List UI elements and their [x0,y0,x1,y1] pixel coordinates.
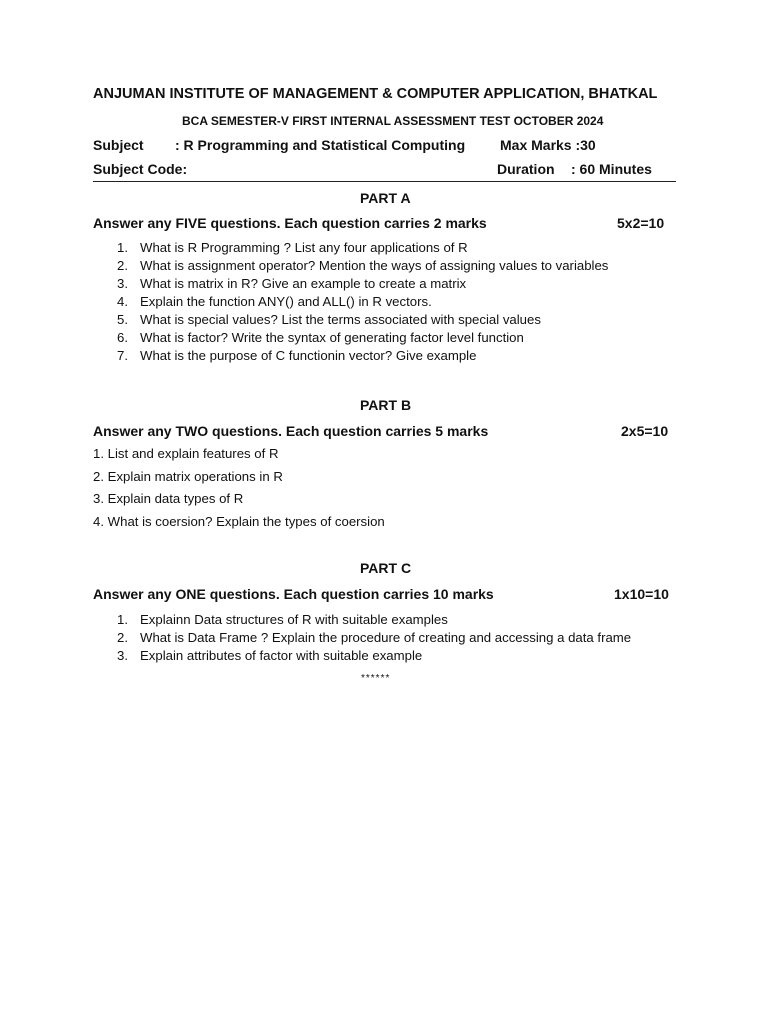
part-c-title: PART C [360,560,412,576]
part-a-q1-number: 1. [117,240,128,255]
part-a-marks: 5x2=10 [617,215,665,231]
part-c-q3-text: Explain attributes of factor with suitable example [140,648,423,663]
part-a-q2-text: What is assignment operator? Mention the ways of assigning values to variables [140,258,609,273]
subject-code-label: Subject Code: [93,161,188,177]
part-b-title: PART B [360,397,412,413]
part-a-q2-number: 2. [117,258,128,273]
part-b-q2: 2. Explain matrix operations in R [93,469,283,484]
part-a-q6-number: 6. [117,330,128,345]
part-a-q7-text: What is the purpose of C functionin vector? Give example [140,348,477,363]
part-a-q4-text: Explain the function ANY() and ALL() in R vectors. [140,294,432,309]
part-c-q1-text: Explainn Data structures of R with suitable examples [140,612,448,627]
part-a-q7-number: 7. [117,348,128,363]
part-a-q4-number: 4. [117,294,128,309]
part-a-q5-number: 5. [117,312,128,327]
part-a-q5-text: What is special values? List the terms associated with special values [140,312,541,327]
duration-value: : 60 Minutes [571,161,652,177]
end-marker: ****** [361,673,391,684]
part-b-q4: 4. What is coersion? Explain the types of coersion [93,514,385,529]
part-c-marks: 1x10=10 [614,586,669,602]
max-marks: Max Marks :30 [500,137,596,153]
part-c-instruction: Answer any ONE questions. Each question carries 10 marks [93,586,494,602]
part-b-q3: 3. Explain data types of R [93,491,244,506]
exam-title: BCA SEMESTER-V FIRST INTERNAL ASSESSMENT TEST OCTOBER 2024 [182,114,604,128]
part-b-q1: 1. List and explain features of R [93,446,279,461]
part-c-q2-text: What is Data Frame ? Explain the procedure of creating and accessing a data frame [140,630,632,645]
part-a-title: PART A [360,190,411,206]
institute-name: ANJUMAN INSTITUTE OF MANAGEMENT & COMPUTER APPLICATION, BHATKAL [93,86,658,102]
part-a-q6-text: What is factor? Write the syntax of generating factor level function [140,330,524,345]
duration-label: Duration [497,161,555,177]
part-a-q1-text: What is R Programming ? List any four applications of R [140,240,468,255]
part-b-marks: 2x5=10 [621,423,669,439]
part-a-instruction: Answer any FIVE questions. Each question carries 2 marks [93,215,487,231]
part-c-q3-number: 3. [117,648,128,663]
part-a-q3-text: What is matrix in R? Give an example to create a matrix [140,276,467,291]
header-divider [93,181,676,182]
part-c-q1-number: 1. [117,612,128,627]
part-a-q3-number: 3. [117,276,128,291]
subject-label: Subject [93,137,144,153]
subject-value: : R Programming and Statistical Computing [175,137,466,153]
part-b-instruction: Answer any TWO questions. Each question carries 5 marks [93,423,489,439]
part-c-q2-number: 2. [117,630,128,645]
